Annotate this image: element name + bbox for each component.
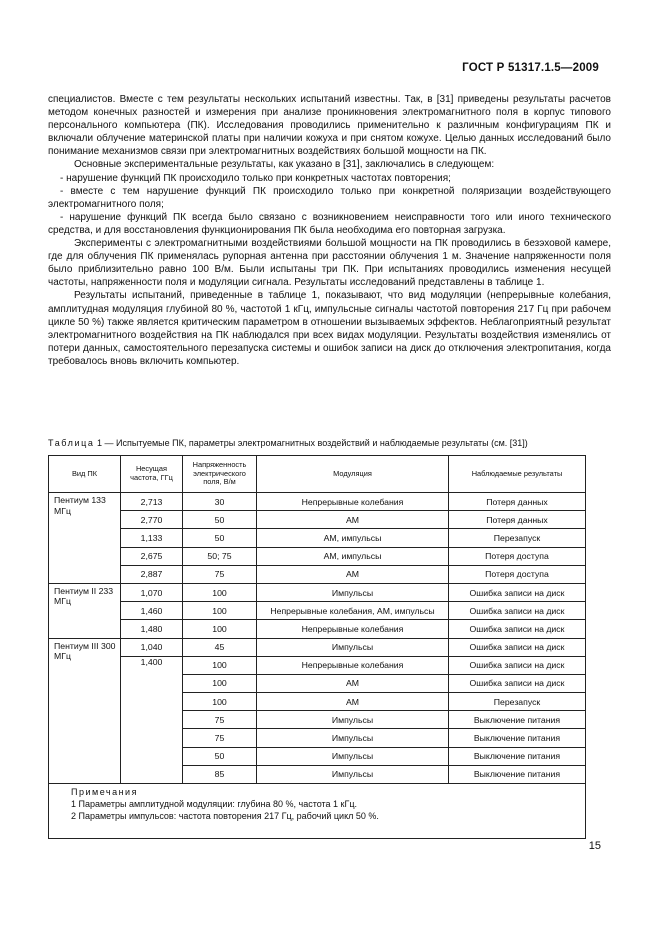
table-caption-label: Таблица [48, 438, 95, 448]
table-row [49, 511, 586, 529]
freq-cell: 1,460 [121, 602, 183, 620]
paragraph: Эксперименты с электромагнитными воздействиями большой мощности на ПК проводились в безэховой камере, где для облучения ПК применялась рупорная антенна при расстоянии облучения 1 м. Значение напряженности поля было приблизительно равно 100 В/м. Были испытаны три ПК. При испытаниях проводились изменения несущей частоты, напряженности поля и модуляции сигнала. Результаты исследований представлены в таблице 1. [48, 238, 611, 289]
field-cell: 100 [183, 656, 257, 674]
result-cell: Потеря доступа [449, 547, 586, 565]
pc-cell: Пентиум 133 МГц [49, 493, 121, 584]
modulation-cell: Непрерывные колебания, АМ, импульсы [257, 602, 449, 620]
results-table [48, 455, 586, 839]
result-cell: Выключение питания [449, 765, 586, 783]
result-cell: Ошибка записи на диск [449, 602, 586, 620]
table-caption-text: 1 — Испытуемые ПК, параметры электромагнитных воздействий и наблюдаемые результаты (см. [31]) [94, 438, 528, 448]
field-cell: 50 [183, 511, 257, 529]
document-code: ГОСТ Р 51317.1.5—2009 [462, 62, 599, 74]
modulation-cell: Импульсы [257, 711, 449, 729]
header-pc-type: Вид ПК [49, 456, 121, 493]
freq-cell: 2,770 [121, 511, 183, 529]
result-cell: Ошибка записи на диск [449, 674, 586, 692]
notes-heading: Примечания [71, 787, 138, 797]
header-field-strength: Напряженность электрического поля, В/м [183, 456, 257, 493]
freq-cell: 2,887 [121, 565, 183, 583]
modulation-cell: АМ, импульсы [257, 547, 449, 565]
field-cell: 30 [183, 493, 257, 511]
field-cell: 100 [183, 693, 257, 711]
result-cell: Ошибка записи на диск [449, 656, 586, 674]
table-notes-row [49, 784, 586, 839]
freq-cell: 1,133 [121, 529, 183, 547]
modulation-cell: Непрерывные колебания [257, 620, 449, 638]
result-cell: Ошибка записи на диск [449, 638, 586, 656]
table-notes [49, 784, 586, 839]
result-cell: Выключение питания [449, 711, 586, 729]
modulation-cell: АМ [257, 693, 449, 711]
result-cell: Ошибка записи на диск [449, 583, 586, 601]
modulation-cell: Импульсы [257, 747, 449, 765]
result-cell: Потеря доступа [449, 565, 586, 583]
field-cell: 100 [183, 674, 257, 692]
freq-cell: 1,400 [121, 656, 183, 783]
body-text [48, 93, 611, 368]
header-carrier-frequency: Несущая частота, ГГц [121, 456, 183, 493]
table-header-row [49, 456, 586, 493]
table-row [49, 529, 586, 547]
table-row [49, 583, 586, 601]
result-cell: Потеря данных [449, 493, 586, 511]
field-cell: 45 [183, 638, 257, 656]
table-row [49, 602, 586, 620]
table-caption [48, 438, 618, 448]
modulation-cell: АМ [257, 565, 449, 583]
result-cell: Выключение питания [449, 729, 586, 747]
pc-cell: Пентиум II 233 МГц [49, 583, 121, 638]
modulation-cell: АМ [257, 511, 449, 529]
modulation-cell: АМ, импульсы [257, 529, 449, 547]
field-cell: 100 [183, 583, 257, 601]
pc-cell: Пентиум III 300 МГц [49, 638, 121, 784]
result-cell: Потеря данных [449, 511, 586, 529]
page-number: 15 [588, 840, 601, 852]
field-cell: 50 [183, 747, 257, 765]
table-row [49, 493, 586, 511]
modulation-cell: Импульсы [257, 638, 449, 656]
table-row [49, 547, 586, 565]
freq-cell: 1,070 [121, 583, 183, 601]
note-item: 1 Параметры амплитудной модуляции: глубина 80 %, частота 1 кГц. [71, 798, 358, 809]
freq-cell: 1,480 [121, 620, 183, 638]
modulation-cell: Импульсы [257, 729, 449, 747]
paragraph: Основные экспериментальные результаты, как указано в [31], заключались в следующем: [74, 159, 495, 171]
modulation-cell: Непрерывные колебания [257, 493, 449, 511]
modulation-cell: Импульсы [257, 583, 449, 601]
table-row [49, 656, 586, 674]
modulation-cell: АМ [257, 674, 449, 692]
field-cell: 50; 75 [183, 547, 257, 565]
bullet-item: - нарушение функций ПК всегда было связано с возникновением неисправности того или иного технического средства, и для восстановления функционирования ПК была необходима его повторная загрузка. [48, 211, 611, 236]
table-row [49, 620, 586, 638]
field-cell: 75 [183, 565, 257, 583]
paragraph: Результаты испытаний, приведенные в таблице 1, показывают, что вид модуляции (непрерывные колебания, амплитудная модуляция глубиной 80 %, частотой 1 кГц, импульсные сигналы частотой повторения 217 Гц при рабочем цикле 50 %) также является критическим параметром в отношении вызываемых эффектов. Неблагоприятный результат электромагнитного воздействия на ПК наблюдался при всех видах модуляции. Результаты воздействия изменялись от потери данных, самостоятельного перезапуска системы и ошибок записи на диск до отключения электропитания, когда требовалось вновь включить компьютер. [48, 290, 611, 367]
freq-cell: 2,713 [121, 493, 183, 511]
field-cell: 75 [183, 729, 257, 747]
modulation-cell: Импульсы [257, 765, 449, 783]
note-item: 2 Параметры импульсов: частота повторения 217 Гц, рабочий цикл 50 %. [71, 810, 379, 821]
field-cell: 100 [183, 620, 257, 638]
field-cell: 85 [183, 765, 257, 783]
field-cell: 50 [183, 529, 257, 547]
bullet-item: - вместе с тем нарушение функций ПК происходило только при конкретной поляризации воздействующего электромагнитного поля; [48, 185, 611, 210]
field-cell: 100 [183, 602, 257, 620]
table-row [49, 638, 586, 656]
result-cell: Перезапуск [449, 529, 586, 547]
result-cell: Ошибка записи на диск [449, 620, 586, 638]
bullet-item: - нарушение функций ПК происходило только при конкретных частотах повторения; [60, 172, 451, 184]
table-row [49, 565, 586, 583]
freq-cell: 2,675 [121, 547, 183, 565]
header-observed-results: Наблюдаемые результаты [449, 456, 586, 493]
header-modulation: Модуляция [257, 456, 449, 493]
field-cell: 75 [183, 711, 257, 729]
modulation-cell: Непрерывные колебания [257, 656, 449, 674]
freq-cell: 1,040 [121, 638, 183, 656]
result-cell: Выключение питания [449, 747, 586, 765]
paragraph: специалистов. Вместе с тем результаты нескольких испытаний известны. Так, в [31] приведены результаты расчетов методом конечных разностей и измерения при анализе проникновения электромагнитного поля в корпус типового персонального компьютера (ПК). Исследования проводились применительно к различным конфигурациям ПК и включали облучение материнской платы при наличии кожуха и при снятом кожухе. Целью данных исследований было понимание механизмов связи при электромагнитных воздействиях большой мощности на ПК. [48, 94, 611, 158]
result-cell: Перезапуск [449, 693, 586, 711]
